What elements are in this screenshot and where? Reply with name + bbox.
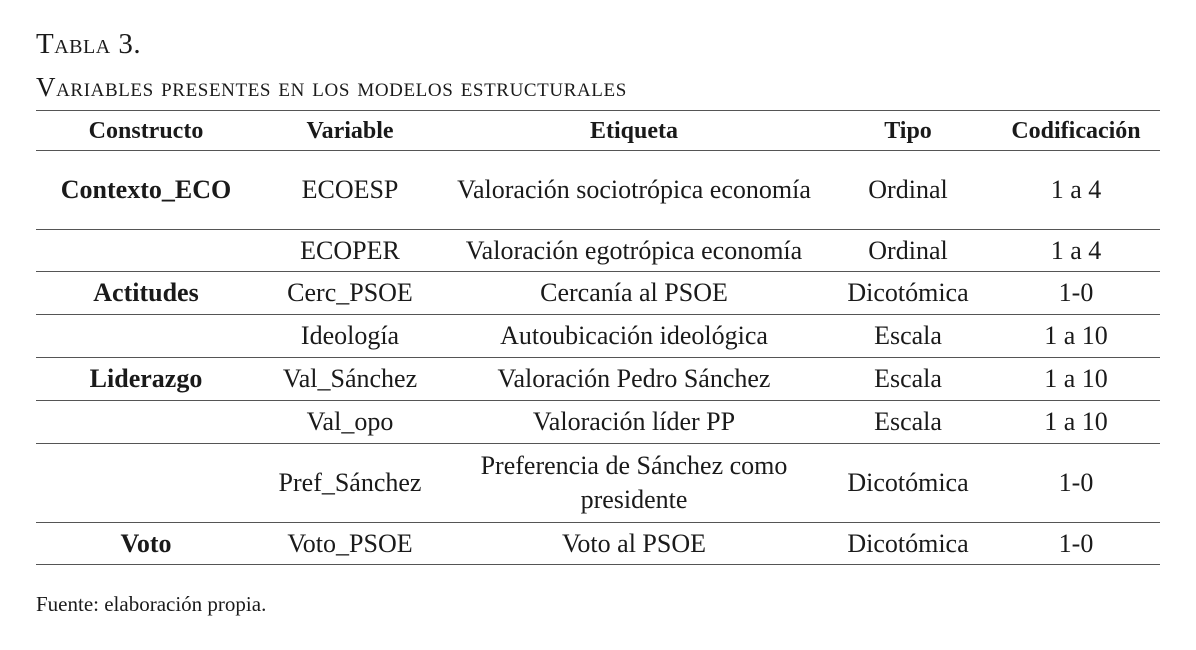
variables-table xyxy=(36,110,1160,565)
cell-variable: Pref_Sánchez xyxy=(256,444,444,523)
cell-etiqueta: Valoración Pedro Sánchez xyxy=(444,358,824,401)
cell-variable: Ideología xyxy=(256,315,444,358)
header-variable: Variable xyxy=(256,111,444,151)
cell-tipo: Dicotómica xyxy=(824,523,992,565)
cell-codificacion: 1-0 xyxy=(992,272,1160,315)
cell-constructo xyxy=(36,230,256,272)
cell-tipo: Escala xyxy=(824,358,992,401)
cell-tipo: Ordinal xyxy=(824,230,992,272)
cell-etiqueta: Cercanía al PSOE xyxy=(444,272,824,315)
cell-variable: Cerc_PSOE xyxy=(256,272,444,315)
cell-etiqueta: Voto al PSOE xyxy=(444,523,824,565)
cell-etiqueta: Autoubicación ideológica xyxy=(444,315,824,358)
cell-codificacion: 1 a 10 xyxy=(992,315,1160,358)
cell-etiqueta: Valoración sociotrópica economía xyxy=(444,151,824,230)
table-source-note: Fuente: elaboración propia. xyxy=(36,592,267,616)
cell-tipo: Ordinal xyxy=(824,151,992,230)
cell-constructo: Liderazgo xyxy=(36,358,256,401)
table-row xyxy=(36,272,1160,315)
table-row xyxy=(36,523,1160,565)
table-header-row xyxy=(36,111,1160,151)
table-row xyxy=(36,401,1160,444)
cell-codificacion: 1 a 10 xyxy=(992,401,1160,444)
cell-tipo: Dicotómica xyxy=(824,272,992,315)
header-tipo: Tipo xyxy=(824,111,992,151)
cell-constructo xyxy=(36,401,256,444)
cell-variable: Val_Sánchez xyxy=(256,358,444,401)
table-row xyxy=(36,230,1160,272)
table-row xyxy=(36,444,1160,523)
cell-constructo xyxy=(36,444,256,523)
cell-constructo: Actitudes xyxy=(36,272,256,315)
cell-etiqueta: Valoración egotrópica economía xyxy=(444,230,824,272)
cell-codificacion: 1-0 xyxy=(992,523,1160,565)
cell-constructo xyxy=(36,315,256,358)
table-row xyxy=(36,315,1160,358)
cell-etiqueta: Valoración líder PP xyxy=(444,401,824,444)
cell-variable: Val_opo xyxy=(256,401,444,444)
header-etiqueta: Etiqueta xyxy=(444,111,824,151)
cell-codificacion: 1 a 4 xyxy=(992,151,1160,230)
table-row xyxy=(36,151,1160,230)
cell-variable: Voto_PSOE xyxy=(256,523,444,565)
cell-variable: ECOPER xyxy=(256,230,444,272)
header-codificacion: Codificación xyxy=(992,111,1160,151)
cell-tipo: Escala xyxy=(824,401,992,444)
cell-constructo: Contexto_ECO xyxy=(36,151,256,230)
cell-etiqueta: Preferencia de Sánchez como presidente xyxy=(444,444,824,523)
table-row xyxy=(36,358,1160,401)
header-constructo: Constructo xyxy=(36,111,256,151)
cell-constructo: Voto xyxy=(36,523,256,565)
table-number: Tabla 3. xyxy=(36,28,142,60)
cell-tipo: Dicotómica xyxy=(824,444,992,523)
cell-codificacion: 1 a 4 xyxy=(992,230,1160,272)
table-title: Variables presentes en los modelos estructurales xyxy=(36,72,627,102)
cell-variable: ECOESP xyxy=(256,151,444,230)
cell-tipo: Escala xyxy=(824,315,992,358)
cell-codificacion: 1 a 10 xyxy=(992,358,1160,401)
cell-codificacion: 1-0 xyxy=(992,444,1160,523)
